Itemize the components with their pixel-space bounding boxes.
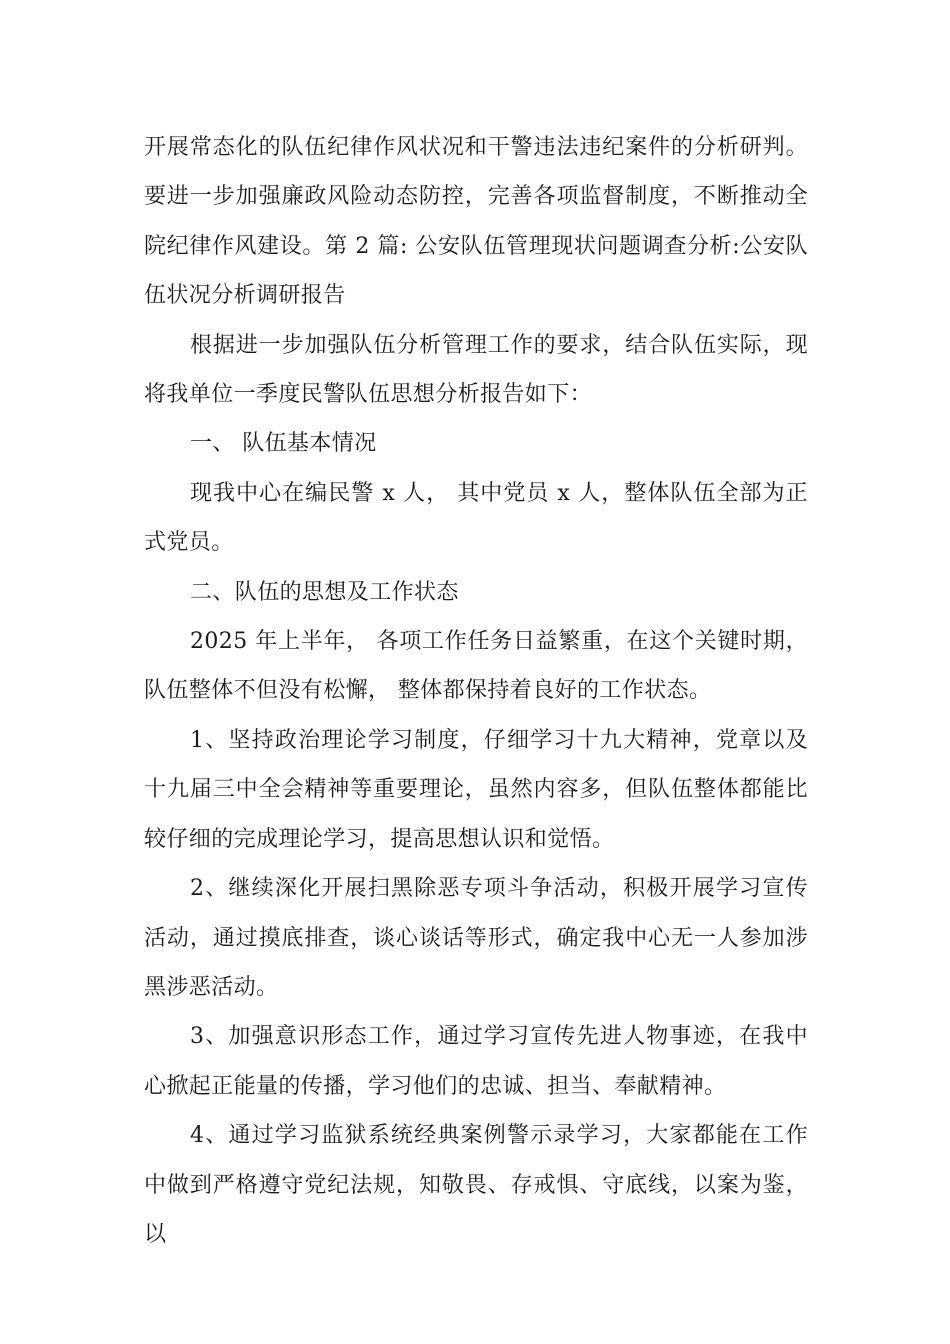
section-heading-basic-situation: 一、 队伍基本情况 [190,431,377,457]
section-heading-work-state: 二、队伍的思想及工作状态 [190,579,459,605]
paragraph-preface: 根据进一步加强队伍分析管理工作的要求，结合队伍实际，现将我单位一季度民警队伍思想分析报告如下： [144,332,808,408]
list-item-2: 2、继续深化开展扫黑除恶专项斗争活动，积极开展学习宣传活动，通过摸底排查，谈心谈话等形式，确定我中心无一人参加涉黑涉恶活动。 [144,876,808,1000]
paragraph-intro: 开展常态化的队伍纪律作风状况和干警违法违纪案件的分析研判。要进一步加强廉政风险动态防控，完善各项监督制度，不断推动全院纪律作风建设。第 2 篇: 公安队伍管理现状问题调查分析:公安队伍状况分析调研报告 [144,135,808,309]
paragraph-staff-count: 现我中心在编民警 x 人， 其中党员 x 人，整体队伍全部为正式党员。 [144,480,808,556]
list-item-1: 1、坚持政治理论学习制度，仔细学习十九大精神，党章以及十九届三中全会精神等重要理论，虽然内容多，但队伍整体都能比较仔细的完成理论学习，提高思想认识和觉悟。 [144,727,808,852]
document-body [144,123,808,1259]
paragraph-first-half-year: 2025 年上半年， 各项工作任务日益繁重，在这个关键时期，队伍整体不但没有松懈， 整体都保持着良好的工作状态。 [144,629,808,704]
list-item-4: 4、通过学习监狱系统经典案例警示录学习，大家都能在工作中做到严格遵守党纪法规，知敬畏、存戒惧、守底线，以案为鉴，以 [144,1123,808,1247]
list-item-3: 3、加强意识形态工作，通过学习宣传先进人物事迹，在我中心掀起正能量的传播，学习他们的忠诚、担当、奉献精神。 [144,1024,808,1099]
